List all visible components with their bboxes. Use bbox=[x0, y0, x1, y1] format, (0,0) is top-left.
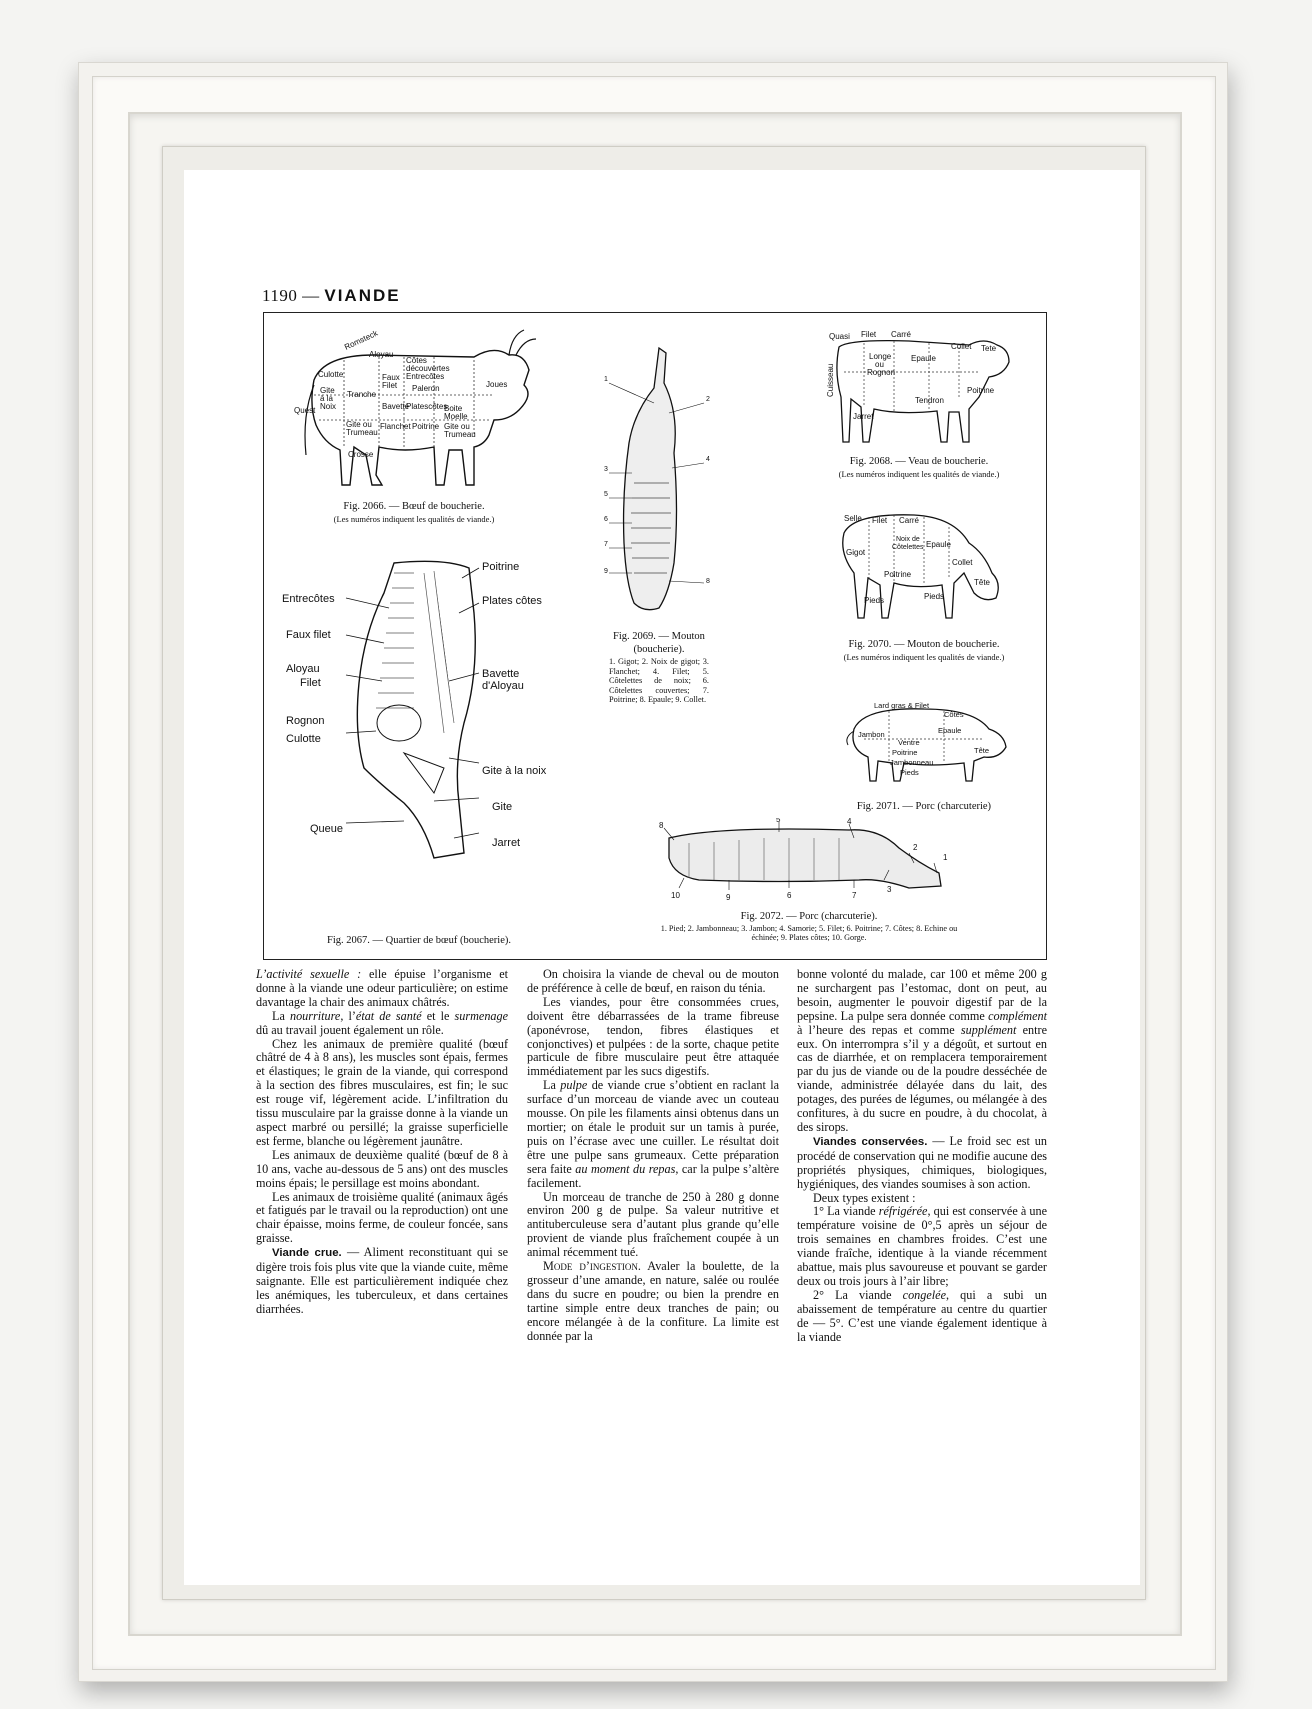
article-paragraph: L’activité sexuelle : elle épuise l’organisme et donne à la viande une odeur particulière; on estime davantage la chair des animaux châtrés. bbox=[256, 967, 508, 1009]
svg-text:Carré: Carré bbox=[891, 330, 912, 339]
svg-text:4: 4 bbox=[706, 456, 710, 463]
svg-text:Côtes: Côtes bbox=[406, 356, 427, 365]
svg-text:Boite: Boite bbox=[444, 404, 463, 413]
svg-text:Collet: Collet bbox=[952, 558, 973, 567]
svg-text:Trumeau: Trumeau bbox=[444, 430, 476, 439]
svg-text:Ventre: Ventre bbox=[898, 738, 920, 747]
svg-text:1: 1 bbox=[604, 376, 608, 383]
figure-caption bbox=[284, 501, 544, 524]
svg-text:Paleron: Paleron bbox=[412, 384, 440, 393]
svg-text:Filet: Filet bbox=[382, 381, 398, 390]
article-paragraph: Chez les animaux de première qualité (bœuf châtré de 4 à 8 ans), les muscles sont épais, fermes et élastiques; le grain de la viande, qui correspond à la section des fibres musculaires, est fin; le suc est rouge vif, légèrement acide. L’infiltration du tissu musculaire par la graisse donne à la viande un aspect marbré ou persillé; la graisse superficielle est ferme, blanche ou légèrement jaunâtre. bbox=[256, 1036, 508, 1148]
article-column-2 bbox=[527, 968, 779, 1343]
article-paragraph: Viande crue. — Aliment reconstituant qui se digère trois fois plus vite que la viande cuite, même saignante. Elle est particulièrement indiquée chez les anémiques, les tuberculeux, et dans certaines diarrhées. bbox=[256, 1245, 508, 1316]
svg-text:Moelle: Moelle bbox=[444, 412, 468, 421]
veal-cuts-illustration bbox=[819, 327, 1019, 447]
caption-note: (Les numéros indiquent les qualités de viande.) bbox=[843, 651, 1005, 662]
svg-text:Faux: Faux bbox=[382, 373, 400, 382]
svg-text:Bavette: Bavette bbox=[382, 402, 410, 411]
svg-text:Poitrine: Poitrine bbox=[884, 570, 912, 579]
caption-note: (Les numéros indiquent les qualités de viande.) bbox=[333, 513, 495, 524]
caption-text: Fig. 2071. — Porc (charcuterie) bbox=[856, 801, 992, 812]
svg-text:Gite ou: Gite ou bbox=[444, 422, 470, 431]
svg-text:5: 5 bbox=[776, 818, 781, 824]
article-paragraph: Un morceau de tranche de 250 à 280 g donne environ 200 g de pulpe. Sa valeur nutritive et antituberculeuse sera d’autant plus grande qu’elle provient de viande plus fraîchement coupée à un animal récemment tué. bbox=[527, 1189, 779, 1260]
figure-caption bbox=[654, 911, 964, 943]
article-paragraph: 1° La viande réfrigérée, qui est conservée à une température voisine de 0°,5 après un séjour de trois semaines en chambres froides. C’est une viande fraîche, identique à la viande récemment abattue, mais plus savoureuse et pouvant se garder deux ou trois jours à l’air libre; bbox=[797, 1204, 1048, 1288]
svg-text:Noix: Noix bbox=[320, 402, 337, 411]
svg-text:7: 7 bbox=[852, 891, 857, 900]
svg-text:Longe: Longe bbox=[869, 352, 892, 361]
svg-text:Lard gras & Filet: Lard gras & Filet bbox=[874, 701, 930, 710]
svg-text:Collet: Collet bbox=[951, 342, 972, 351]
svg-text:Gite ou: Gite ou bbox=[346, 420, 372, 429]
svg-text:5: 5 bbox=[604, 491, 608, 498]
article-paragraph: Deux types existent : bbox=[813, 1190, 916, 1205]
beef-cuts-illustration bbox=[284, 325, 544, 495]
svg-text:Epaule: Epaule bbox=[926, 540, 951, 549]
svg-text:Noix de: Noix de bbox=[896, 536, 920, 543]
mutton-carcass-illustration bbox=[604, 343, 714, 623]
illustration-plate bbox=[263, 312, 1047, 960]
svg-text:2: 2 bbox=[706, 396, 710, 403]
caption-note: 1. Gigot; 2. Noix de gigot; 3. Flanchet; 4. Filet; 5. Côtelettes de noix; 6. Côtelettes couvertes; 7. Poitrine; 8. Epaule; 9. Collet. bbox=[609, 657, 709, 705]
svg-text:Flanchet: Flanchet bbox=[380, 422, 411, 431]
figure-caption bbox=[819, 639, 1029, 662]
svg-text:Romsteck: Romsteck bbox=[343, 328, 380, 352]
article-paragraph: La nourriture, l’état de santé et le surmenage dû au travail jouent également un rôle. bbox=[256, 1008, 509, 1037]
svg-text:Poitrine: Poitrine bbox=[967, 386, 995, 395]
article-paragraph: On choisira la viande de cheval ou de mouton de préférence à celle de bœuf, en raison du ténia. bbox=[527, 967, 779, 995]
svg-text:4: 4 bbox=[847, 818, 852, 826]
svg-text:Platescôtes: Platescôtes bbox=[406, 402, 448, 411]
svg-text:Filet: Filet bbox=[861, 330, 877, 339]
svg-text:Tendron: Tendron bbox=[915, 396, 944, 405]
article-paragraph: La pulpe de viande crue s’obtient en raclant la surface d’un morceau de viande avec un couteau mousse. On pile les filaments ainsi obtenus dans un mortier; on étale le produit sur un tamis à purée, puis on l’écrase avec une cuiller. Le résultat doit être une pulpe sans grumeaux. Cette préparation sera faite au moment du repas, car la pulpe s’altère facilement. bbox=[527, 1078, 779, 1190]
pig-cuts-illustration bbox=[834, 699, 1014, 789]
svg-text:Pieds: Pieds bbox=[924, 592, 945, 601]
svg-text:Tete: Tete bbox=[981, 344, 997, 353]
svg-text:découvertes: découvertes bbox=[406, 364, 450, 373]
svg-text:Aloyau: Aloyau bbox=[369, 350, 394, 359]
svg-text:ou: ou bbox=[875, 360, 884, 369]
svg-text:1: 1 bbox=[943, 853, 948, 862]
svg-text:7: 7 bbox=[604, 541, 608, 548]
article-paragraph: Viandes conservées. — Le froid sec est un procédé de conservation qui ne modifie aucune des propriétés physiques, chimiques, biologiques, hygiéniques, des viandes soumises à son action. bbox=[797, 1133, 1047, 1191]
caption-text: Fig. 2067. — Quartier de bœuf (boucherie). bbox=[327, 935, 511, 946]
article-paragraph: Mode d’ingestion. Avaler la boulette, de la grosseur d’une amande, en nature, salée ou roulée dans du sucre en poudre; ou bien la prendre en tartine simple entre deux tranches de pain; ou encore mélangée à de la confiture. La limite est donnée par la bbox=[527, 1259, 779, 1343]
svg-text:9: 9 bbox=[604, 568, 608, 575]
label-queue: Queue bbox=[310, 823, 344, 835]
svg-text:Pieds: Pieds bbox=[900, 768, 919, 777]
svg-text:8: 8 bbox=[659, 821, 664, 830]
figure-caption bbox=[819, 801, 1029, 814]
caption-text: Fig. 2066. — Bœuf de boucherie. bbox=[343, 501, 485, 512]
label-gite-noix: Gite à la noix bbox=[482, 765, 547, 777]
svg-text:3: 3 bbox=[887, 885, 892, 894]
label-jarret: Jarret bbox=[492, 837, 521, 849]
page-title: VIANDE bbox=[324, 286, 401, 305]
svg-text:Tête: Tête bbox=[974, 578, 991, 587]
running-header bbox=[262, 286, 401, 306]
svg-text:2: 2 bbox=[913, 843, 918, 852]
article-column-3 bbox=[797, 968, 1047, 1344]
article-paragraph: Les animaux de troisième qualité (animaux âgés et fatigués par le travail ou la reproduction) ont une chair épaisse, moins ferme, de couleur foncée, sans graisse. bbox=[256, 1189, 508, 1246]
svg-text:Gigot: Gigot bbox=[846, 548, 866, 557]
label-poitrine: Poitrine bbox=[482, 561, 520, 573]
caption-note: 1. Pied; 2. Jambonneau; 3. Jambon; 4. Samorie; 5. Filet; 6. Poitrine; 7. Côtes; 8. Echine ou échinée; 9. Plates côtes; 10. Gorge. bbox=[660, 923, 958, 943]
pork-side-illustration bbox=[659, 818, 959, 903]
svg-text:Selle: Selle bbox=[844, 514, 862, 523]
svg-text:à la: à la bbox=[320, 394, 333, 403]
svg-text:Epaule: Epaule bbox=[938, 726, 962, 735]
svg-text:Joues: Joues bbox=[486, 380, 508, 389]
svg-text:Jarret: Jarret bbox=[853, 412, 874, 421]
svg-text:Pieds: Pieds bbox=[864, 596, 885, 605]
page-number: 1190 bbox=[262, 286, 298, 305]
svg-text:Rognon: Rognon bbox=[867, 368, 896, 377]
caption-text: Fig. 2069. — Mouton (boucherie). bbox=[613, 631, 705, 655]
label-entrecotes: Entrecôtes bbox=[282, 593, 335, 605]
svg-text:Jambonneau: Jambonneau bbox=[890, 758, 934, 767]
svg-text:Côtelettes: Côtelettes bbox=[892, 544, 924, 551]
label-faux-filet: Faux filet bbox=[286, 629, 331, 641]
svg-text:6: 6 bbox=[604, 516, 608, 523]
label-rognon: Rognon bbox=[286, 715, 325, 727]
figure-note bbox=[609, 657, 709, 705]
label-culotte: Culotte bbox=[286, 733, 321, 745]
svg-text:Tranche: Tranche bbox=[347, 390, 377, 399]
figure-caption bbox=[599, 631, 719, 656]
article-paragraph: Les animaux de deuxième qualité (bœuf de 8 à 10 ans, vache au-dessous de 5 ans) ont des muscles moins épais; le persillage est moins abondant. bbox=[256, 1147, 508, 1190]
svg-text:Poitrine: Poitrine bbox=[892, 748, 918, 757]
svg-text:Cuisseau: Cuisseau bbox=[826, 363, 835, 397]
label-plates-cotes: Plates côtes bbox=[482, 595, 542, 607]
svg-text:Gite: Gite bbox=[320, 386, 335, 395]
article-paragraph: Les viandes, pour être consommées crues, doivent être débarrassées de la trame fibreuse (aponévrose, tendon, fibres élastiques et conjonctives) et pulpées : de la sorte, chaque petite particule de fibre musculaire peut être attaquée immédiatement par les sucs digestifs. bbox=[527, 994, 779, 1079]
svg-text:Tête: Tête bbox=[974, 746, 990, 755]
caption-text: Fig. 2068. — Veau de boucherie. bbox=[849, 456, 989, 467]
svg-text:Epaule: Epaule bbox=[911, 354, 936, 363]
article-column-1 bbox=[256, 968, 508, 1317]
label-gite: Gite bbox=[492, 801, 513, 813]
svg-text:10: 10 bbox=[671, 891, 680, 900]
svg-text:Quasi: Quasi bbox=[829, 332, 850, 341]
caption-text: Fig. 2072. — Porc (charcuterie). bbox=[740, 911, 878, 922]
svg-text:Culotte: Culotte bbox=[318, 370, 344, 379]
svg-text:Poitrine: Poitrine bbox=[412, 422, 440, 431]
svg-text:9: 9 bbox=[726, 893, 731, 902]
svg-text:Quest: Quest bbox=[294, 406, 316, 415]
svg-text:Jambon: Jambon bbox=[858, 730, 885, 739]
figure-caption bbox=[284, 935, 554, 948]
svg-text:Filet: Filet bbox=[872, 516, 888, 525]
svg-text:Carré: Carré bbox=[899, 516, 920, 525]
svg-text:6: 6 bbox=[787, 891, 792, 900]
article-paragraph: bonne volonté du malade, car 100 et même 200 g ne surchargent pas l’estomac, dont on peut, au besoin, augmenter le pouvoir digestif par de la pepsine. La pulpe sera donnée comme complément à l’heure des repas et comme supplément entre eux. On interrompra s’il y a dégoût, et surtout en cas de diarrhée, et on remplacera temporairement par du jus de viande ou de la poudre desséchée de viande, administrée délayée dans du lait, des potages, des purées de légumes, ou mélangée à des confitures, à du sucre en poudre, à du chocolat, à des sirops. bbox=[797, 967, 1048, 1134]
svg-text:Crosse: Crosse bbox=[348, 450, 374, 459]
label-bavette: Bavette d'Aloyau bbox=[482, 668, 524, 692]
caption-text: Fig. 2070. — Mouton de boucherie. bbox=[848, 639, 1000, 650]
svg-text:8: 8 bbox=[706, 578, 710, 585]
svg-text:Entrecôtes: Entrecôtes bbox=[406, 372, 445, 381]
svg-text:3: 3 bbox=[604, 466, 608, 473]
article-paragraph: 2° La viande congelée, qui a subi un abaissement de température au centre du quartier de — 5°. C’est une viande également identique à la viande bbox=[797, 1287, 1047, 1344]
sheep-cuts-illustration bbox=[824, 503, 1024, 633]
svg-text:Côtes: Côtes bbox=[944, 710, 964, 719]
figure-caption bbox=[814, 456, 1024, 479]
caption-note: (Les numéros indiquent les qualités de viande.) bbox=[838, 468, 1000, 479]
svg-text:Trumeau: Trumeau bbox=[346, 428, 378, 437]
header-dash: — bbox=[302, 286, 320, 305]
label-aloyau: Aloyau bbox=[286, 663, 320, 675]
label-filet: Filet bbox=[300, 677, 321, 689]
